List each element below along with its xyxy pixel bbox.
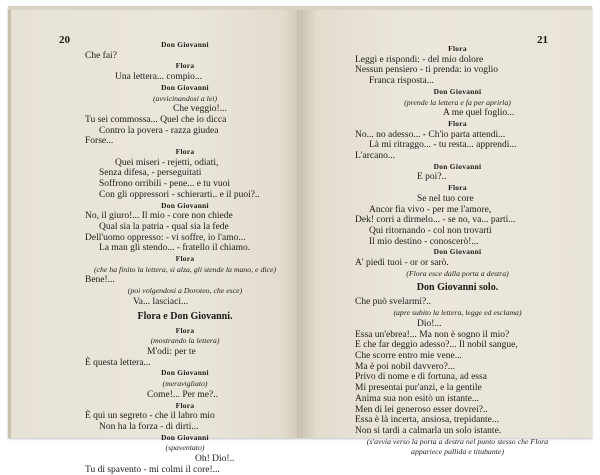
verse-line: Con gli oppressori - schierarti.. e il puoi?.. xyxy=(99,189,260,200)
verse-line: E che far deggio adesso?... Il nobil sangue, xyxy=(355,340,518,351)
verse-line: Se nel tuo core xyxy=(417,193,474,204)
stage-direction: (poi volgendosi a Doroteo, che esce) xyxy=(127,286,243,296)
verse-line: Che veggio!... xyxy=(173,104,227,115)
verse-line: Dek! corri a dirmelo... - se no, va... parti... xyxy=(355,215,516,226)
verse-line: Essa è là incerta, ansiosa, trepidante... xyxy=(355,415,500,426)
verse-line: Ancor fia vivo - per me l'amore, xyxy=(369,204,492,215)
verse-line: Là mi ritraggo... - tu resta... apprendi... xyxy=(369,140,517,151)
stage-direction: (spaventato) xyxy=(165,443,205,453)
verse-line: Men di lei generoso esser dovrei?.. xyxy=(355,404,488,415)
verse-line: La man gli stendo... - fratello il chiamo. xyxy=(99,243,251,254)
stage-direction: (prende la lettera e fa per aprirla) xyxy=(404,97,511,107)
verse-line: Dell'uomo oppresso: - vi soffre, io l'amo... xyxy=(85,232,246,243)
stage-direction: (Flora esce dalla porta a destra) xyxy=(406,268,509,278)
verse-line: Dio!... xyxy=(417,318,442,329)
page-text xyxy=(85,40,285,475)
verse-line: Che fai? xyxy=(85,50,117,61)
speaker-label: Don Giovanni xyxy=(161,368,209,378)
speaker-label: Flora xyxy=(448,183,467,193)
verse-line: Va... lasciaci... xyxy=(133,296,189,307)
left-page xyxy=(8,10,300,475)
verse-line: Una lettera... compio... xyxy=(115,72,203,83)
stage-direction: (che ha finito la lettera, si alza, gli stende la mano, e dice) xyxy=(93,264,277,274)
verse-line: Tu sei commossa... Quel che io dicca xyxy=(85,114,227,125)
verse-line: M'odi: per te xyxy=(147,346,196,357)
speaker-label: Flora xyxy=(448,118,467,128)
verse-line: Che può svelarmi?.. xyxy=(355,297,431,308)
stage-direction: (s'avvia verso la porta a destra nel punto stesso che Flora appariece pallida e titubante) xyxy=(366,436,549,457)
verse-line: Come!... Per me?.. xyxy=(147,389,218,400)
verse-line: Non si tardi a calmarla un solo istante. xyxy=(355,425,502,436)
verse-line: Qual sia la patria - qual sia la fede xyxy=(99,221,229,232)
verse-line: Non ha la forza - di dirti... xyxy=(99,421,199,432)
scene-heading: Flora e Don Giovanni. xyxy=(137,310,233,322)
verse-line: Forse... xyxy=(85,136,114,147)
verse-line: Oh! Dio!.. xyxy=(195,454,235,465)
open-book xyxy=(8,6,592,475)
verse-line: Qui ritornando - col non trovarti xyxy=(369,225,492,236)
stage-direction: (apre subito la lettera, legge ed esclama) xyxy=(393,308,522,318)
stage-direction: (mostrando la lettera) xyxy=(150,336,220,346)
verse-line: A' piedi tuoi - or or sarò. xyxy=(355,258,449,269)
speaker-label: Flora xyxy=(175,254,195,264)
speaker-label: Don Giovanni xyxy=(161,82,209,92)
speaker-label: Flora xyxy=(175,325,195,335)
speaker-label: Don Giovanni xyxy=(161,200,209,210)
speaker-label: Don Giovanni xyxy=(161,432,209,442)
verse-line: Che scorre entro mie vene... xyxy=(355,350,462,361)
verse-line: È questa lettera... xyxy=(85,357,151,368)
speaker-label: Flora xyxy=(175,147,195,157)
page-text xyxy=(355,44,560,458)
verse-line: L'arcano... xyxy=(355,151,395,162)
verse-line: A me quel foglio... xyxy=(443,108,515,119)
stage-direction: (meravigliato) xyxy=(162,379,208,389)
verse-line: Essa un'ebrea!... Ma non è sogno il mio? xyxy=(355,329,510,340)
verse-line: Nessun pensiero - ti prenda: io voglio xyxy=(355,65,499,76)
verse-line: Privo di nome e di fortuna, ad essa xyxy=(355,372,487,383)
verse-line: Senza difesa, - perseguitati xyxy=(99,168,202,179)
page-number: 21 xyxy=(537,34,548,46)
speaker-label: Don Giovanni xyxy=(433,247,482,257)
verse-line: No, il giuro!... Il mio - core non chiede xyxy=(85,211,233,222)
verse-line: Quei miseri - rejetti, odiati, xyxy=(115,157,219,168)
verse-line: Il mio destino - conoscerò!... xyxy=(369,236,479,247)
verse-line: Anima sua non esitò un istante... xyxy=(355,393,480,404)
verse-line: E poi?.. xyxy=(417,172,447,183)
right-page xyxy=(300,10,592,457)
speaker-label: Flora xyxy=(175,400,195,410)
verse-line: Mi presentai pur'anzi, e la gentile xyxy=(355,383,482,394)
verse-line: Soffrono orribili - pene... e tu vuoi xyxy=(99,179,230,190)
verse-line: È qui un segreto - che il labro mio xyxy=(85,411,215,422)
speaker-label: Flora xyxy=(448,44,467,53)
verse-line: No... no adesso... - Ch'io parta attendi... xyxy=(355,129,506,140)
verse-line: Franca risposta... xyxy=(369,76,434,87)
verse-line: Leggi e rispondi: - del mio dolore xyxy=(355,54,484,65)
verse-line: Tu di spavento - mi colmi il core!... xyxy=(85,464,220,475)
speaker-label: Flora xyxy=(175,61,195,71)
scene-heading: Don Giovanni solo. xyxy=(416,282,499,294)
verse-line: Bene!... xyxy=(85,275,115,286)
page-number: 20 xyxy=(59,34,70,46)
stage-direction: (avvicinandosi a lei) xyxy=(152,93,218,103)
verse-line: Ma è poi nobil davvero?... xyxy=(355,361,455,372)
speaker-label: Don Giovanni xyxy=(161,40,209,49)
speaker-label: Don Giovanni xyxy=(433,161,482,171)
verse-line: Contro la povera - razza giudea xyxy=(99,125,219,136)
speaker-label: Don Giovanni xyxy=(433,86,482,96)
